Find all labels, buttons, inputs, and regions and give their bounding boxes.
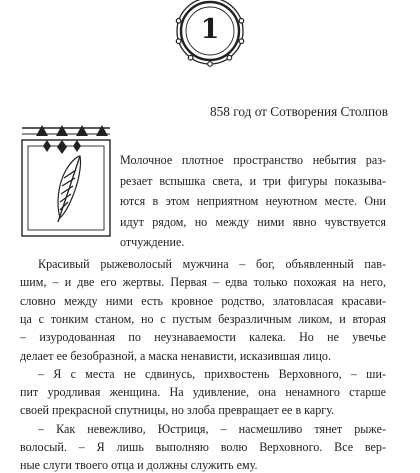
chapter-number: 1 [200,14,220,45]
text-line: шим, – и две его жертвы. Первая – едва только похожая на него, [20,275,386,290]
dropcap-ornament [20,122,114,240]
text-line: резает вспышка света, и три фигуры показыва- [120,173,386,188]
text-line: Молочное плотное пространство небытия раз- [120,153,386,167]
text-line: делает ее безобразной, а маска ненависти, исказившая лицо. [20,348,331,363]
text-line: ца с тонким станом, но с пустым безразличным ликом, и вторая [20,311,386,326]
text-line: отчуждение. [120,235,185,249]
text-line: ются в этом неприятном неуютном месте. Они [120,194,386,208]
text-line: пит уродливая женщина. На удивление, она ненамного старше [20,385,386,400]
text-line: своей прекрасной спутницы, но злоба превращает ее в каргу. [20,403,335,418]
text-line: идут рядом, но между ними явно чувствуется [120,214,386,229]
text-line: – Я с места не сдвинусь, прихвостень Верховного, – ши- [38,366,386,381]
text-line: – Как невежливо, Юстриця, – насмешливо тянет рыже- [38,421,386,436]
epigraph: 858 год от Сотворения Столпов [209,104,388,119]
text-line: ные слуги твоего отца и должны служить ему. [20,458,258,473]
text-line: – изуродованная по неузнаваемости калека. Но не увечье [20,330,386,345]
text-line: Красивый рыжеволосый мужчина – бог, объявленный пав- [38,257,386,271]
text-line: словно между ними есть кровное родство, златовласая красави- [20,293,386,308]
text-line: волосый. – Я лишь выполняю волю Верховного. Все вер- [20,440,386,454]
feather-icon [58,156,81,222]
